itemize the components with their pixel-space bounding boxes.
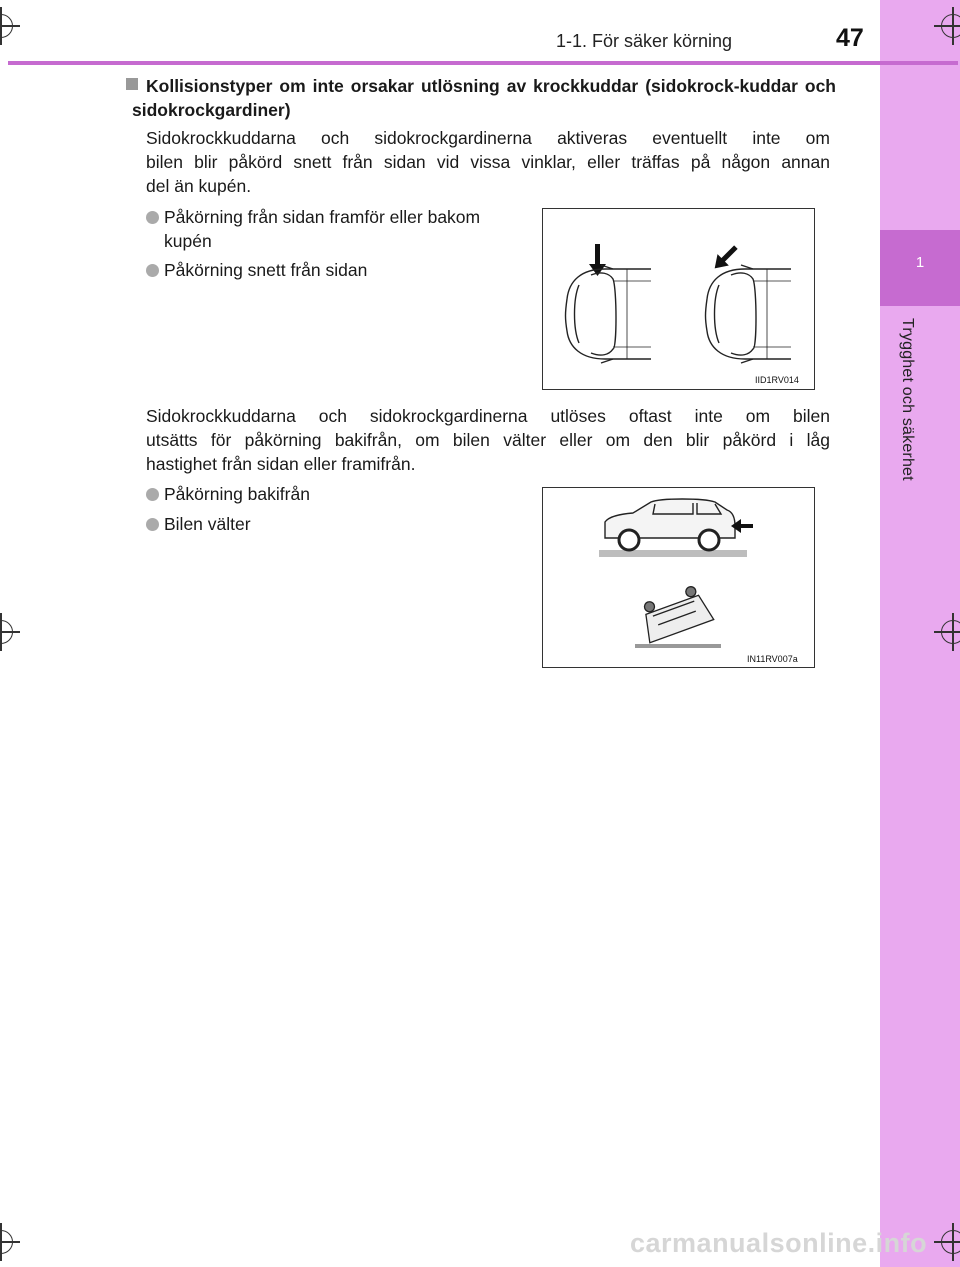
bullet-dot-icon <box>146 211 159 224</box>
watermark: carmanualsonline.info <box>630 1228 928 1258</box>
bullet-dot-icon <box>146 488 159 501</box>
section-heading: Kollisionstyper om inte orsakar utlösning av krockkuddar (sidokrock-kuddar och sidokrockgardiner) <box>132 76 836 120</box>
crop-mark-icon <box>941 1230 960 1254</box>
paragraph-line: Sidokrockkuddarna och sidokrockgardinerna aktiveras eventuellt inte om <box>146 128 830 148</box>
figure-rear-rollover <box>542 487 815 668</box>
crop-mark-icon <box>941 14 960 38</box>
paragraph-line: del än kupén. <box>146 176 252 196</box>
bullet-item <box>146 512 251 536</box>
paragraph-2 <box>146 404 830 476</box>
figure-code: IN11RV007a <box>747 654 798 664</box>
paragraph-1 <box>146 126 830 198</box>
running-header: 1-1. För säker körning <box>556 31 733 51</box>
car-topview-illustration <box>543 209 814 389</box>
suv-side-icon <box>605 499 735 550</box>
header-rule <box>8 61 958 65</box>
bullet-text: Bilen välter <box>164 514 251 534</box>
paragraph-line: hastighet från sidan eller framifrån. <box>146 454 416 474</box>
bullet-item <box>146 205 480 229</box>
chapter-title: Trygghet och säkerhet <box>899 318 916 481</box>
paragraph-line: bilen blir påkörd snett från sidan vid vissa vinklar, eller träffas på någon annan <box>146 152 830 172</box>
bullet-text: Påkörning bakifrån <box>164 484 310 504</box>
bullet-item <box>146 258 367 282</box>
paragraph-line: Sidokrockkuddarna och sidokrockgardinerna utlöses oftast inte om bilen <box>146 406 830 426</box>
page-number: 47 <box>836 24 864 52</box>
chapter-number: 1 <box>915 254 925 271</box>
car-2-icon <box>706 265 792 363</box>
crop-mark-icon <box>0 620 13 644</box>
ground-icon <box>635 644 721 648</box>
crop-mark-icon <box>0 14 13 38</box>
car-1-icon <box>566 265 652 363</box>
figure-code: IID1RV014 <box>755 375 799 385</box>
bullet-dot-icon <box>146 518 159 531</box>
crop-mark-icon <box>941 620 960 644</box>
bullet-dot-icon <box>146 264 159 277</box>
suv-illustration <box>543 488 814 667</box>
ground-icon <box>599 550 747 557</box>
paragraph-line: utsätts för påkörning bakifrån, om bilen välter eller om den blir påkörd i låg <box>146 430 830 450</box>
bullet-text: Påkörning snett från sidan <box>164 260 368 280</box>
figure-side-collisions <box>542 208 815 390</box>
bullet-text: Påkörning från sidan framför eller bakom <box>164 207 481 227</box>
rollover-car-icon <box>636 583 713 643</box>
crop-mark-icon <box>0 1230 13 1254</box>
bullet-item <box>146 482 310 506</box>
bullet-text-continued: kupén <box>164 231 212 251</box>
